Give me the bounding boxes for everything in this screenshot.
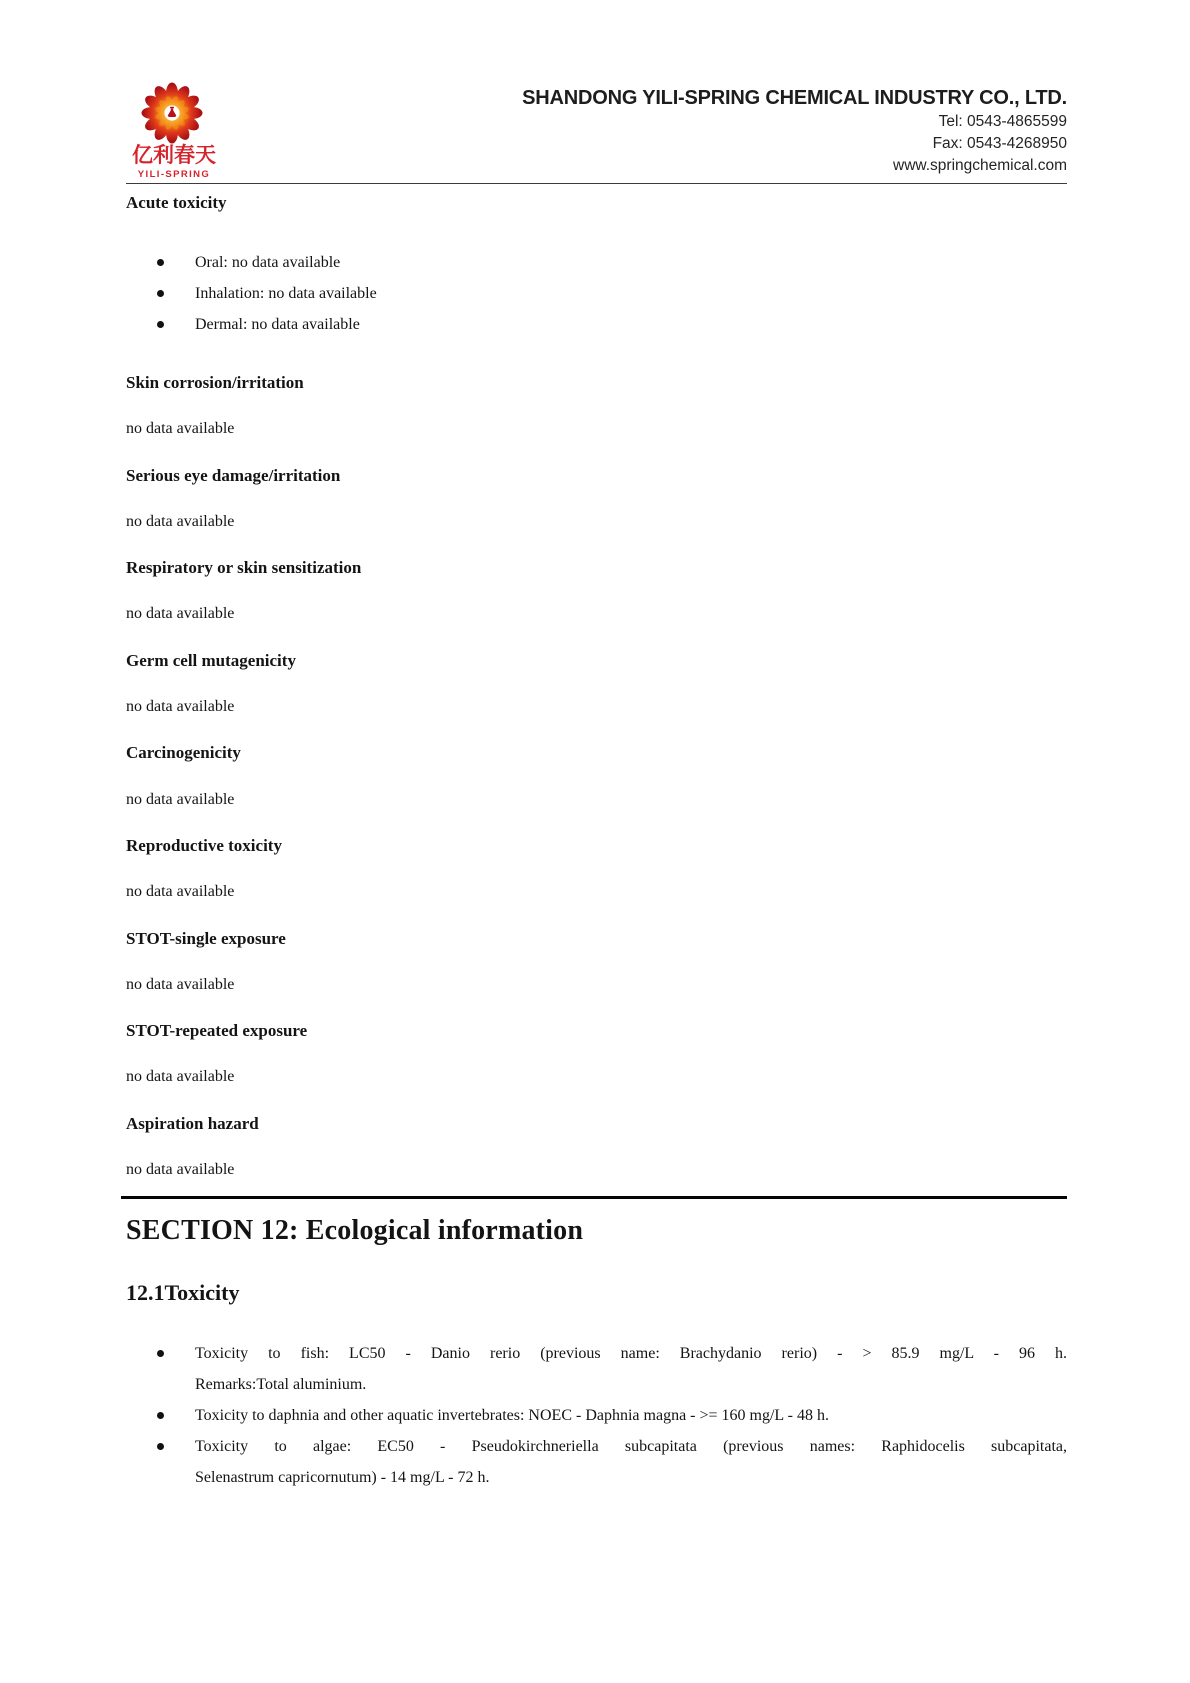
- list-item-algae: [126, 1431, 1067, 1493]
- list-item: Inhalation: no data available: [126, 278, 1067, 309]
- heading-stot-repeated: STOT-repeated exposure: [126, 1021, 308, 1041]
- heading-skin-corrosion: Skin corrosion/irritation: [126, 373, 304, 392]
- heading-eye-damage: Serious eye damage/irritation: [126, 465, 341, 485]
- list-item-daphnia: [126, 1400, 1067, 1431]
- value-skin-corrosion: no data available: [126, 420, 235, 438]
- heading-stot-single: STOT-single exposure: [126, 928, 286, 948]
- logo-chinese-name: 亿利春天: [132, 144, 216, 167]
- company-tel: Tel: 0543-4865599: [938, 113, 1067, 130]
- list-item: Oral: no data available: [126, 247, 1067, 278]
- section-12-1-subtitle: 12.1Toxicity: [126, 1280, 240, 1306]
- heading-carcinogenicity: Carcinogenicity: [126, 743, 241, 763]
- bullet-line: Toxicity to fish: LC50 - Danio rerio (previous name: Brachydanio rerio) - > 85.9 mg/L - 96 h.: [195, 1345, 1067, 1363]
- logo-english-name: YILI-SPRING: [137, 169, 211, 180]
- header-contact-block: [522, 85, 1067, 177]
- bullet-line: Toxicity to algae: EC50 - Pseudokirchneriella subcapitata (previous names: Raphidocelis subcapitata,: [195, 1438, 1067, 1456]
- acute-toxicity-list: [126, 247, 1067, 340]
- value-sensitization: no data available: [126, 605, 235, 623]
- list-item-fish: [126, 1338, 1067, 1400]
- list-item: Dermal: no data available: [126, 309, 1067, 340]
- heading-aspiration-hazard: Aspiration hazard: [126, 1113, 259, 1133]
- section-12-title: SECTION 12: Ecological information: [126, 1215, 584, 1247]
- company-fax: Fax: 0543-4268950: [932, 135, 1067, 152]
- value-stot-single: no data available: [126, 975, 235, 993]
- document-body: [126, 193, 1067, 1493]
- value-mutagenicity: no data available: [126, 698, 235, 716]
- company-website: www.springchemical.com: [893, 157, 1067, 174]
- heading-sensitization: Respiratory or skin sensitization: [126, 558, 362, 578]
- value-eye-damage: no data available: [126, 512, 235, 530]
- value-stot-repeated: no data available: [126, 1068, 235, 1086]
- value-carcinogenicity: no data available: [126, 790, 235, 808]
- heading-mutagenicity: Germ cell mutagenicity: [126, 650, 296, 670]
- section-divider: [121, 1196, 1067, 1199]
- company-logo-icon: [141, 82, 203, 144]
- bullet-line: Toxicity to daphnia and other aquatic invertebrates: NOEC - Daphnia magna - >= 160 mg/L - 48 h.: [195, 1407, 829, 1425]
- bullet-line: Remarks:Total aluminium.: [195, 1376, 367, 1394]
- value-aspiration-hazard: no data available: [126, 1161, 235, 1179]
- header-divider: [126, 183, 1067, 184]
- value-reproductive-toxicity: no data available: [126, 883, 235, 901]
- ecological-toxicity-list: [126, 1338, 1067, 1493]
- heading-acute-toxicity: Acute toxicity: [126, 193, 227, 212]
- bullet-line: Selenastrum capricornutum) - 14 mg/L - 72 h.: [195, 1469, 490, 1487]
- company-name: SHANDONG YILI-SPRING CHEMICAL INDUSTRY CO., LTD.: [522, 87, 1067, 109]
- heading-reproductive-toxicity: Reproductive toxicity: [126, 835, 282, 855]
